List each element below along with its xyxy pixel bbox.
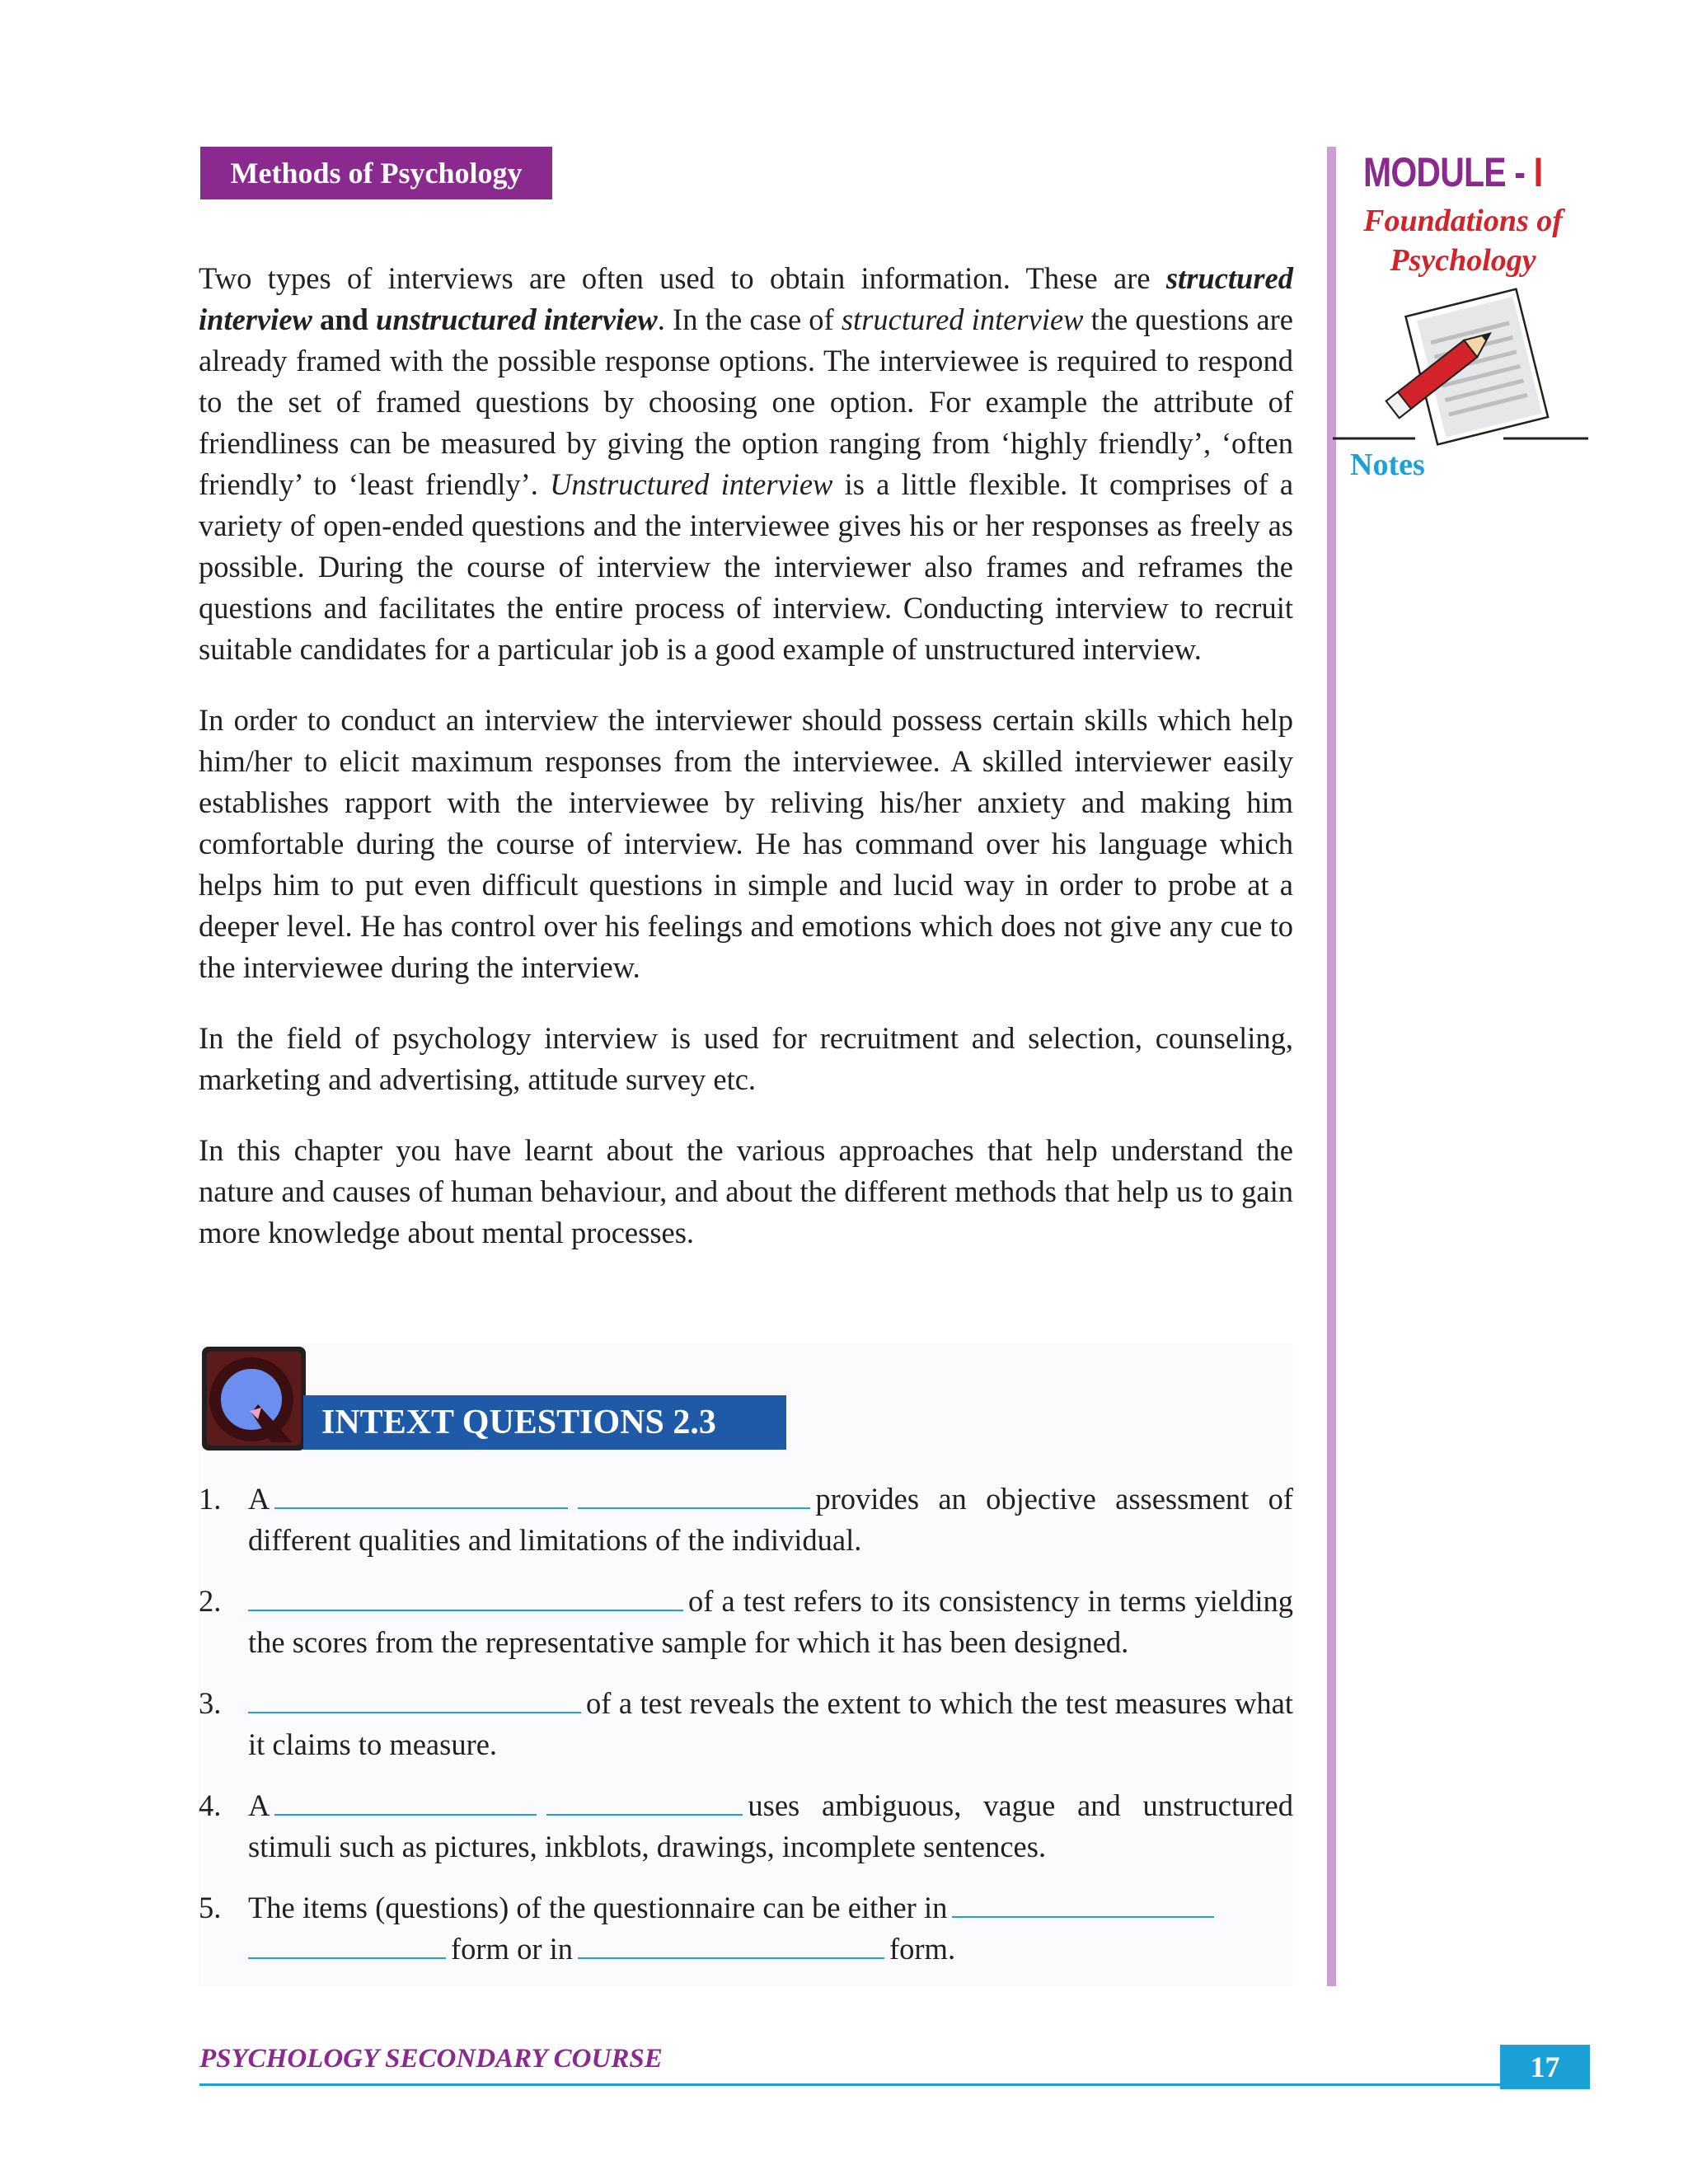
questions-list	[199, 1479, 1293, 1990]
question-3: 3. of a test reveals the extent to which the test measures what it claims to measure.	[199, 1686, 1293, 1761]
answer-blank[interactable]	[546, 1789, 743, 1816]
answer-blank[interactable]	[578, 1483, 810, 1509]
paragraph-interviewer-skills: In order to conduct an interview the interviewer should possess certain skills which help him/her to elicit maximum responses from the interviewee. A skilled interviewer easily establishes rapport with the interviewee by reliving his/her anxiety and making him comfortable during the course of interview. He has command over his language which helps him to put even difficult questions in simple and lucid way in order to probe at a deeper level. He has control over his feelings and emotions which does not give any cue to the interviewee during the interview.	[199, 703, 1293, 984]
answer-blank[interactable]	[248, 1687, 581, 1713]
intext-questions-title: INTEXT QUESTIONS 2.3	[303, 1395, 786, 1450]
module-subtitle: Foundations of Psychology	[1363, 204, 1563, 278]
section-tag: Methods of Psychology	[200, 147, 552, 199]
question-5: 5. The items (questions) of the questionnaire can be either in form or in form.	[199, 1887, 1293, 1970]
question-2: 2. of a test refers to its consistency in terms yielding the scores from the representative sample for which it has been designed.	[199, 1584, 1293, 1659]
notes-pencil-icon	[1333, 284, 1597, 449]
answer-blank[interactable]	[248, 1585, 683, 1611]
footer-course-title: PSYCHOLOGY SECONDARY COURSE	[199, 2044, 663, 2074]
notes-label: Notes	[1350, 448, 1425, 482]
question-1: 1. A provides an objective assessment of different qualities and limitations of the individual.	[199, 1482, 1293, 1557]
answer-blank[interactable]	[578, 1933, 884, 1959]
module-title: MODULE - I	[1363, 149, 1543, 195]
question-4: 4. A uses ambiguous, vague and unstructured stimuli such as pictures, inkblots, drawings, incomplete sentences.	[199, 1788, 1293, 1863]
paragraph-interview-types: Two types of interviews are often used to obtain information. These are structured interview and unstructured interview. In the case of structured interview the questions are already framed with the possible response options. The interviewee is required to respond to the set of framed questions by choosing one option. For example the attribute of friendliness can be measured by giving the option ranging from ‘highly friendly’, ‘often friendly’ to ‘least friendly’. Unstructured interview is a little flexible. It comprises of a variety of open-ended questions and the interviewee gives his or her responses as freely as possible. During the course of interview the interviewer also frames and reframes the questions and facilitates the entire process of interview. Conducting interview to recruit suitable candidates for a particular job is a good example of unstructured interview.	[199, 261, 1294, 666]
answer-blank[interactable]	[274, 1789, 537, 1816]
main-text	[199, 258, 1293, 1283]
answer-blank[interactable]	[274, 1483, 568, 1509]
footer-rule	[199, 2083, 1500, 2086]
page-number: 17	[1500, 2045, 1590, 2089]
paragraph-field-uses: In the field of psychology interview is used for recruitment and selection, counseling, marketing and advertising, attitude survey etc.	[199, 1021, 1293, 1096]
paragraph-chapter-summary: In this chapter you have learnt about the various approaches that help understand the nature and causes of human behaviour, and about the different methods that help us to gain more knowledge about mental processes.	[199, 1133, 1293, 1249]
answer-blank[interactable]	[248, 1933, 446, 1959]
question-q-icon	[200, 1345, 307, 1452]
answer-blank[interactable]	[952, 1891, 1214, 1918]
